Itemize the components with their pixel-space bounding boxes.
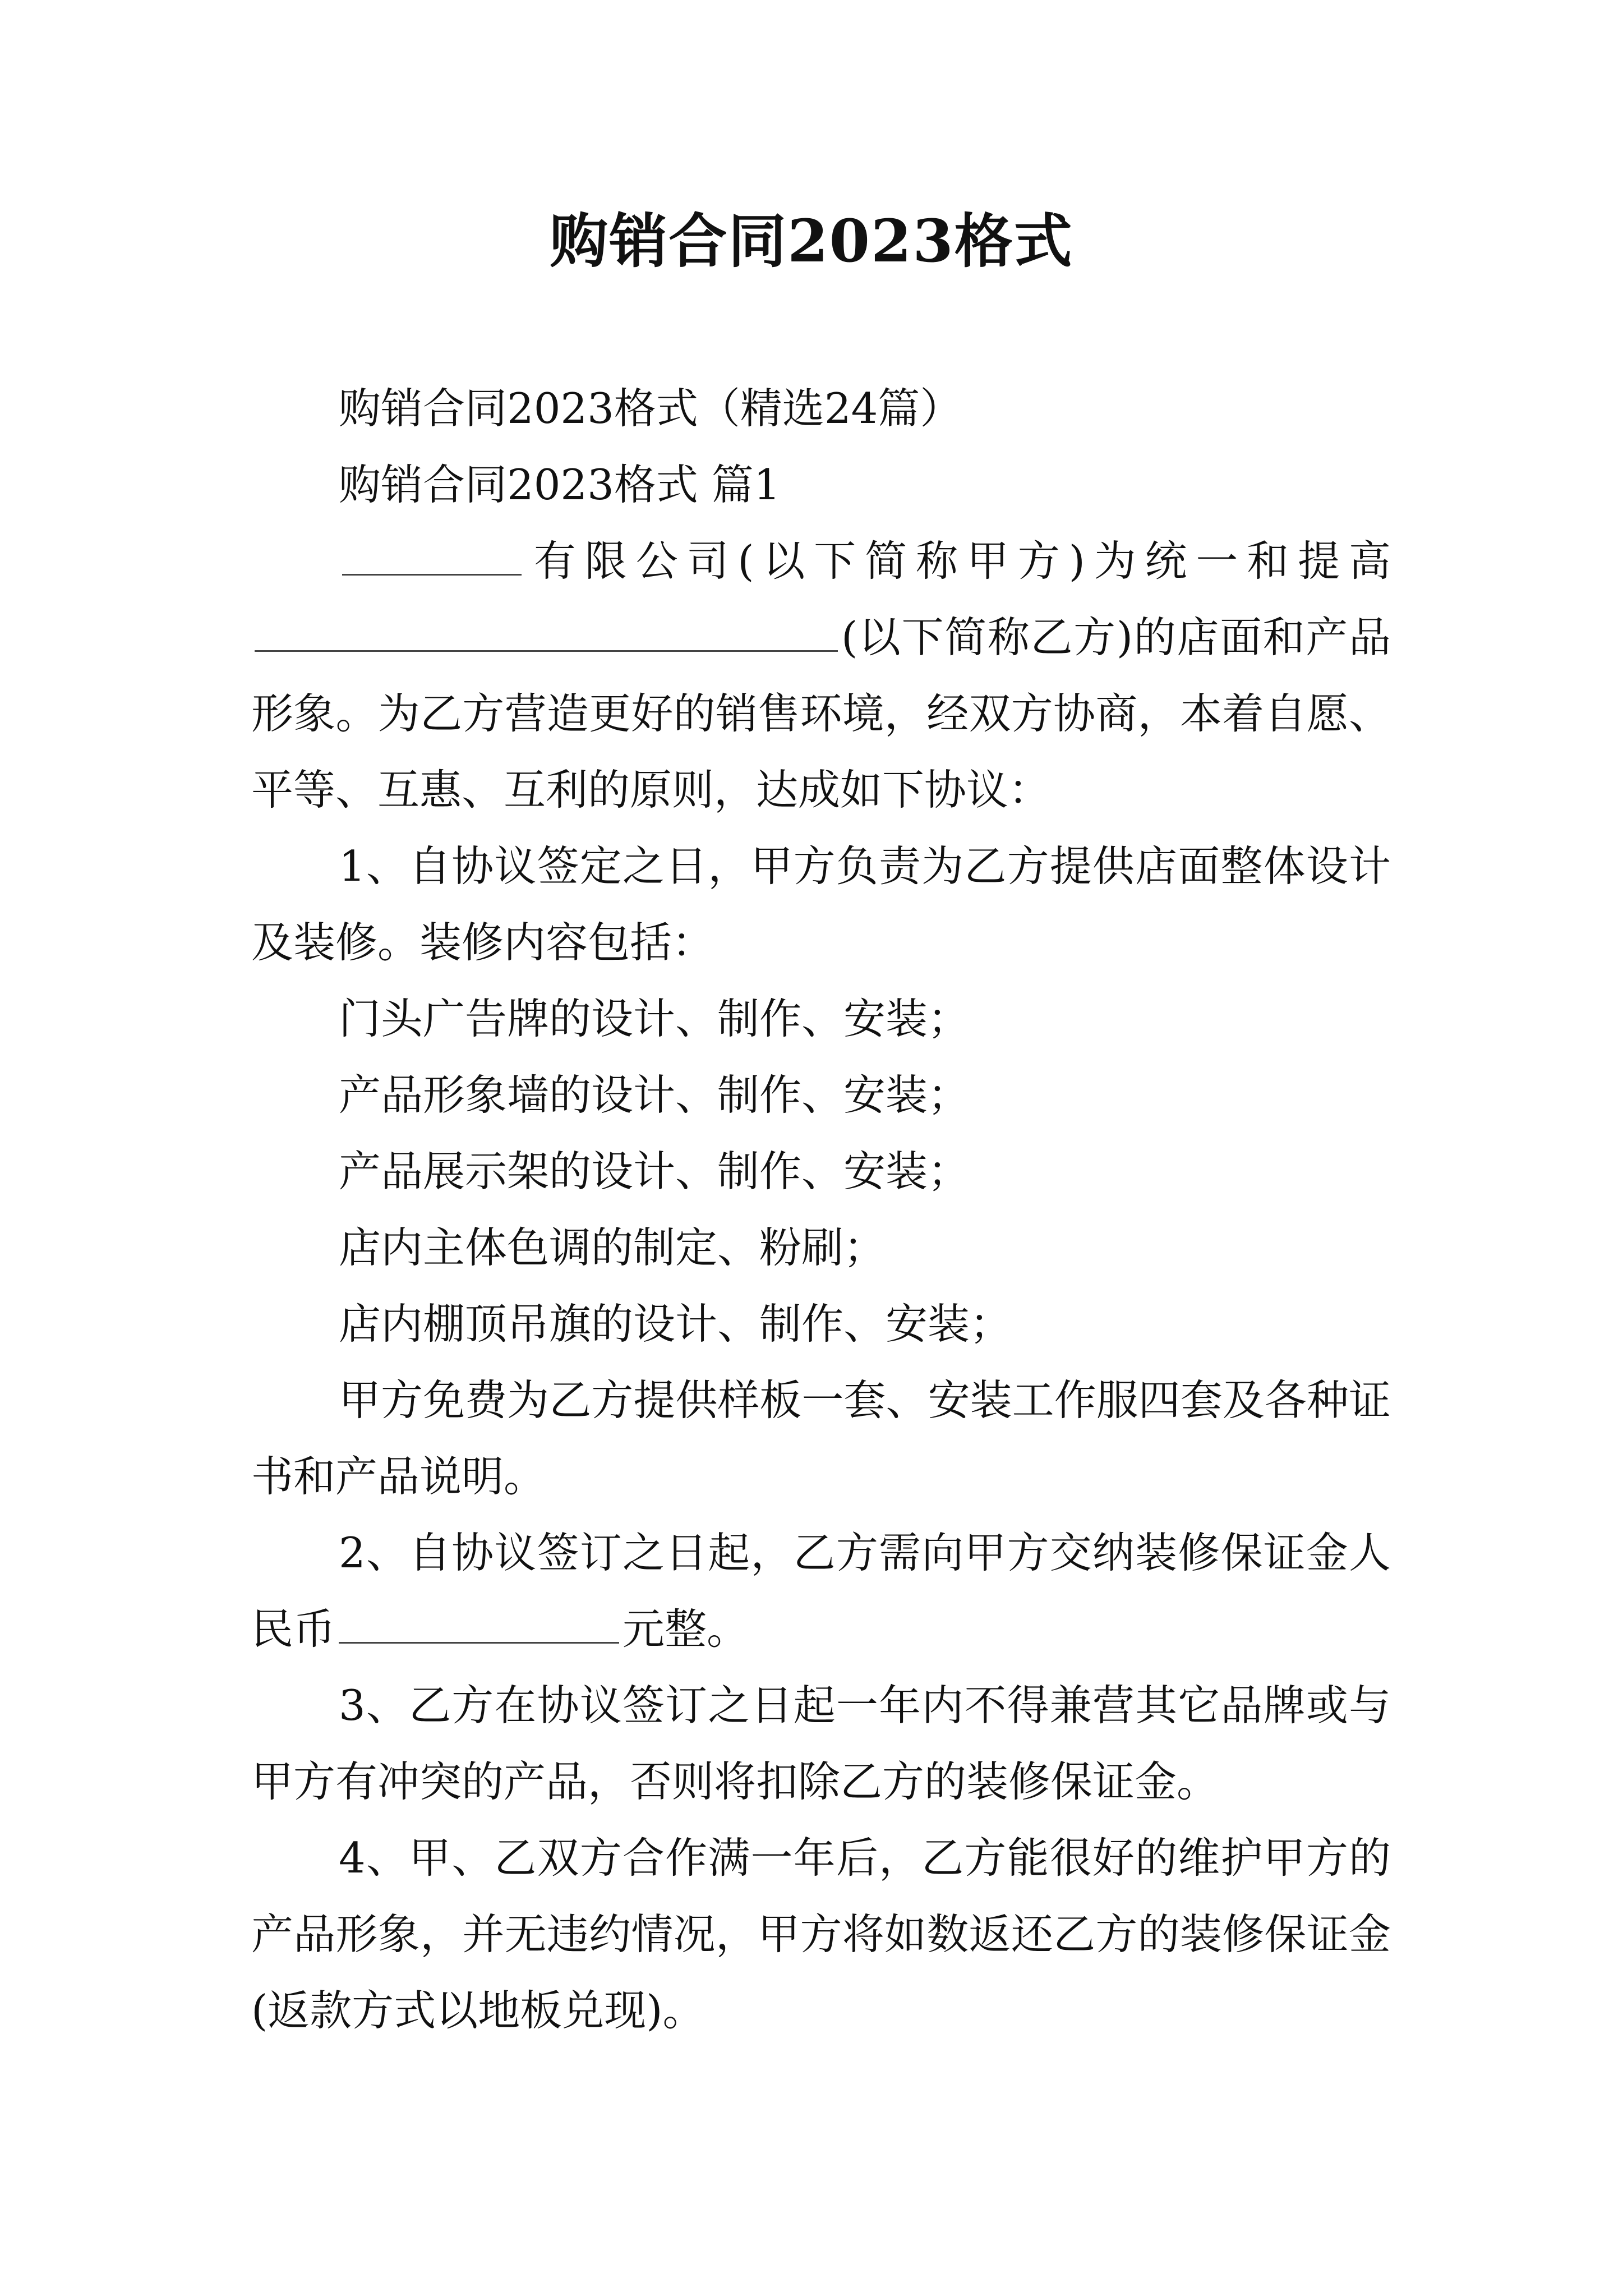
- list-item: 店内主体色调的制定、粉刷；: [339, 1223, 886, 1272]
- clause-2: [251, 1515, 1391, 1667]
- clause-1: 1、自协议签定之日，甲方负责为乙方提供店面整体设计及装修。装修内容包括：: [251, 841, 1391, 967]
- clause-4: 4、甲、乙双方合作满一年后，乙方能很好的维护甲方的产品形象，并无违约情况，甲方将如数返还乙方的装修保证金(返款方式以地板兑现)。: [251, 1833, 1391, 2035]
- party-b-name-blank: [255, 608, 838, 652]
- clause-3: 3、乙方在协议签订之日起一年内不得兼营其它品牌或与甲方有冲突的产品，否则将扣除乙方的装修保证金。: [251, 1681, 1391, 1806]
- clause-2-part2: 元整。: [623, 1604, 749, 1654]
- subtitle-line: 购销合同2023格式（精选24篇）: [339, 384, 962, 433]
- company-name-blank: [342, 532, 522, 576]
- clause-2-part1: 2、自协议签订之日起，乙方需向甲方交纳装修保证金人民币: [251, 1528, 1391, 1654]
- list-item: 店内棚顶吊旗的设计、制作、安装；: [339, 1299, 1012, 1349]
- deposit-amount-blank: [339, 1600, 619, 1644]
- document-title: 购销合同2023格式: [550, 206, 1073, 275]
- intro-paragraph: [251, 523, 1391, 828]
- section-heading: 购销合同2023格式 篇1: [339, 460, 781, 509]
- intro-part2: (以下简称乙方)的店面和产品形象。为乙方营造更好的销售环境，经双方协商，本着自愿、平等、互惠、互利的原则，达成如下协议：: [251, 613, 1391, 815]
- intro-part1: 有限公司(以下简称甲方)为统一和提高: [525, 536, 1391, 586]
- list-item: 产品展示架的设计、制作、安装；: [339, 1147, 970, 1196]
- list-item: 门头广告牌的设计、制作、安装；: [339, 994, 970, 1043]
- document-body: [251, 370, 1391, 2049]
- free-supply-paragraph: 甲方免费为乙方提供样板一套、安装工作服四套及各种证书和产品说明。: [251, 1375, 1391, 1501]
- list-item: 产品形象墙的设计、制作、安装；: [339, 1070, 970, 1120]
